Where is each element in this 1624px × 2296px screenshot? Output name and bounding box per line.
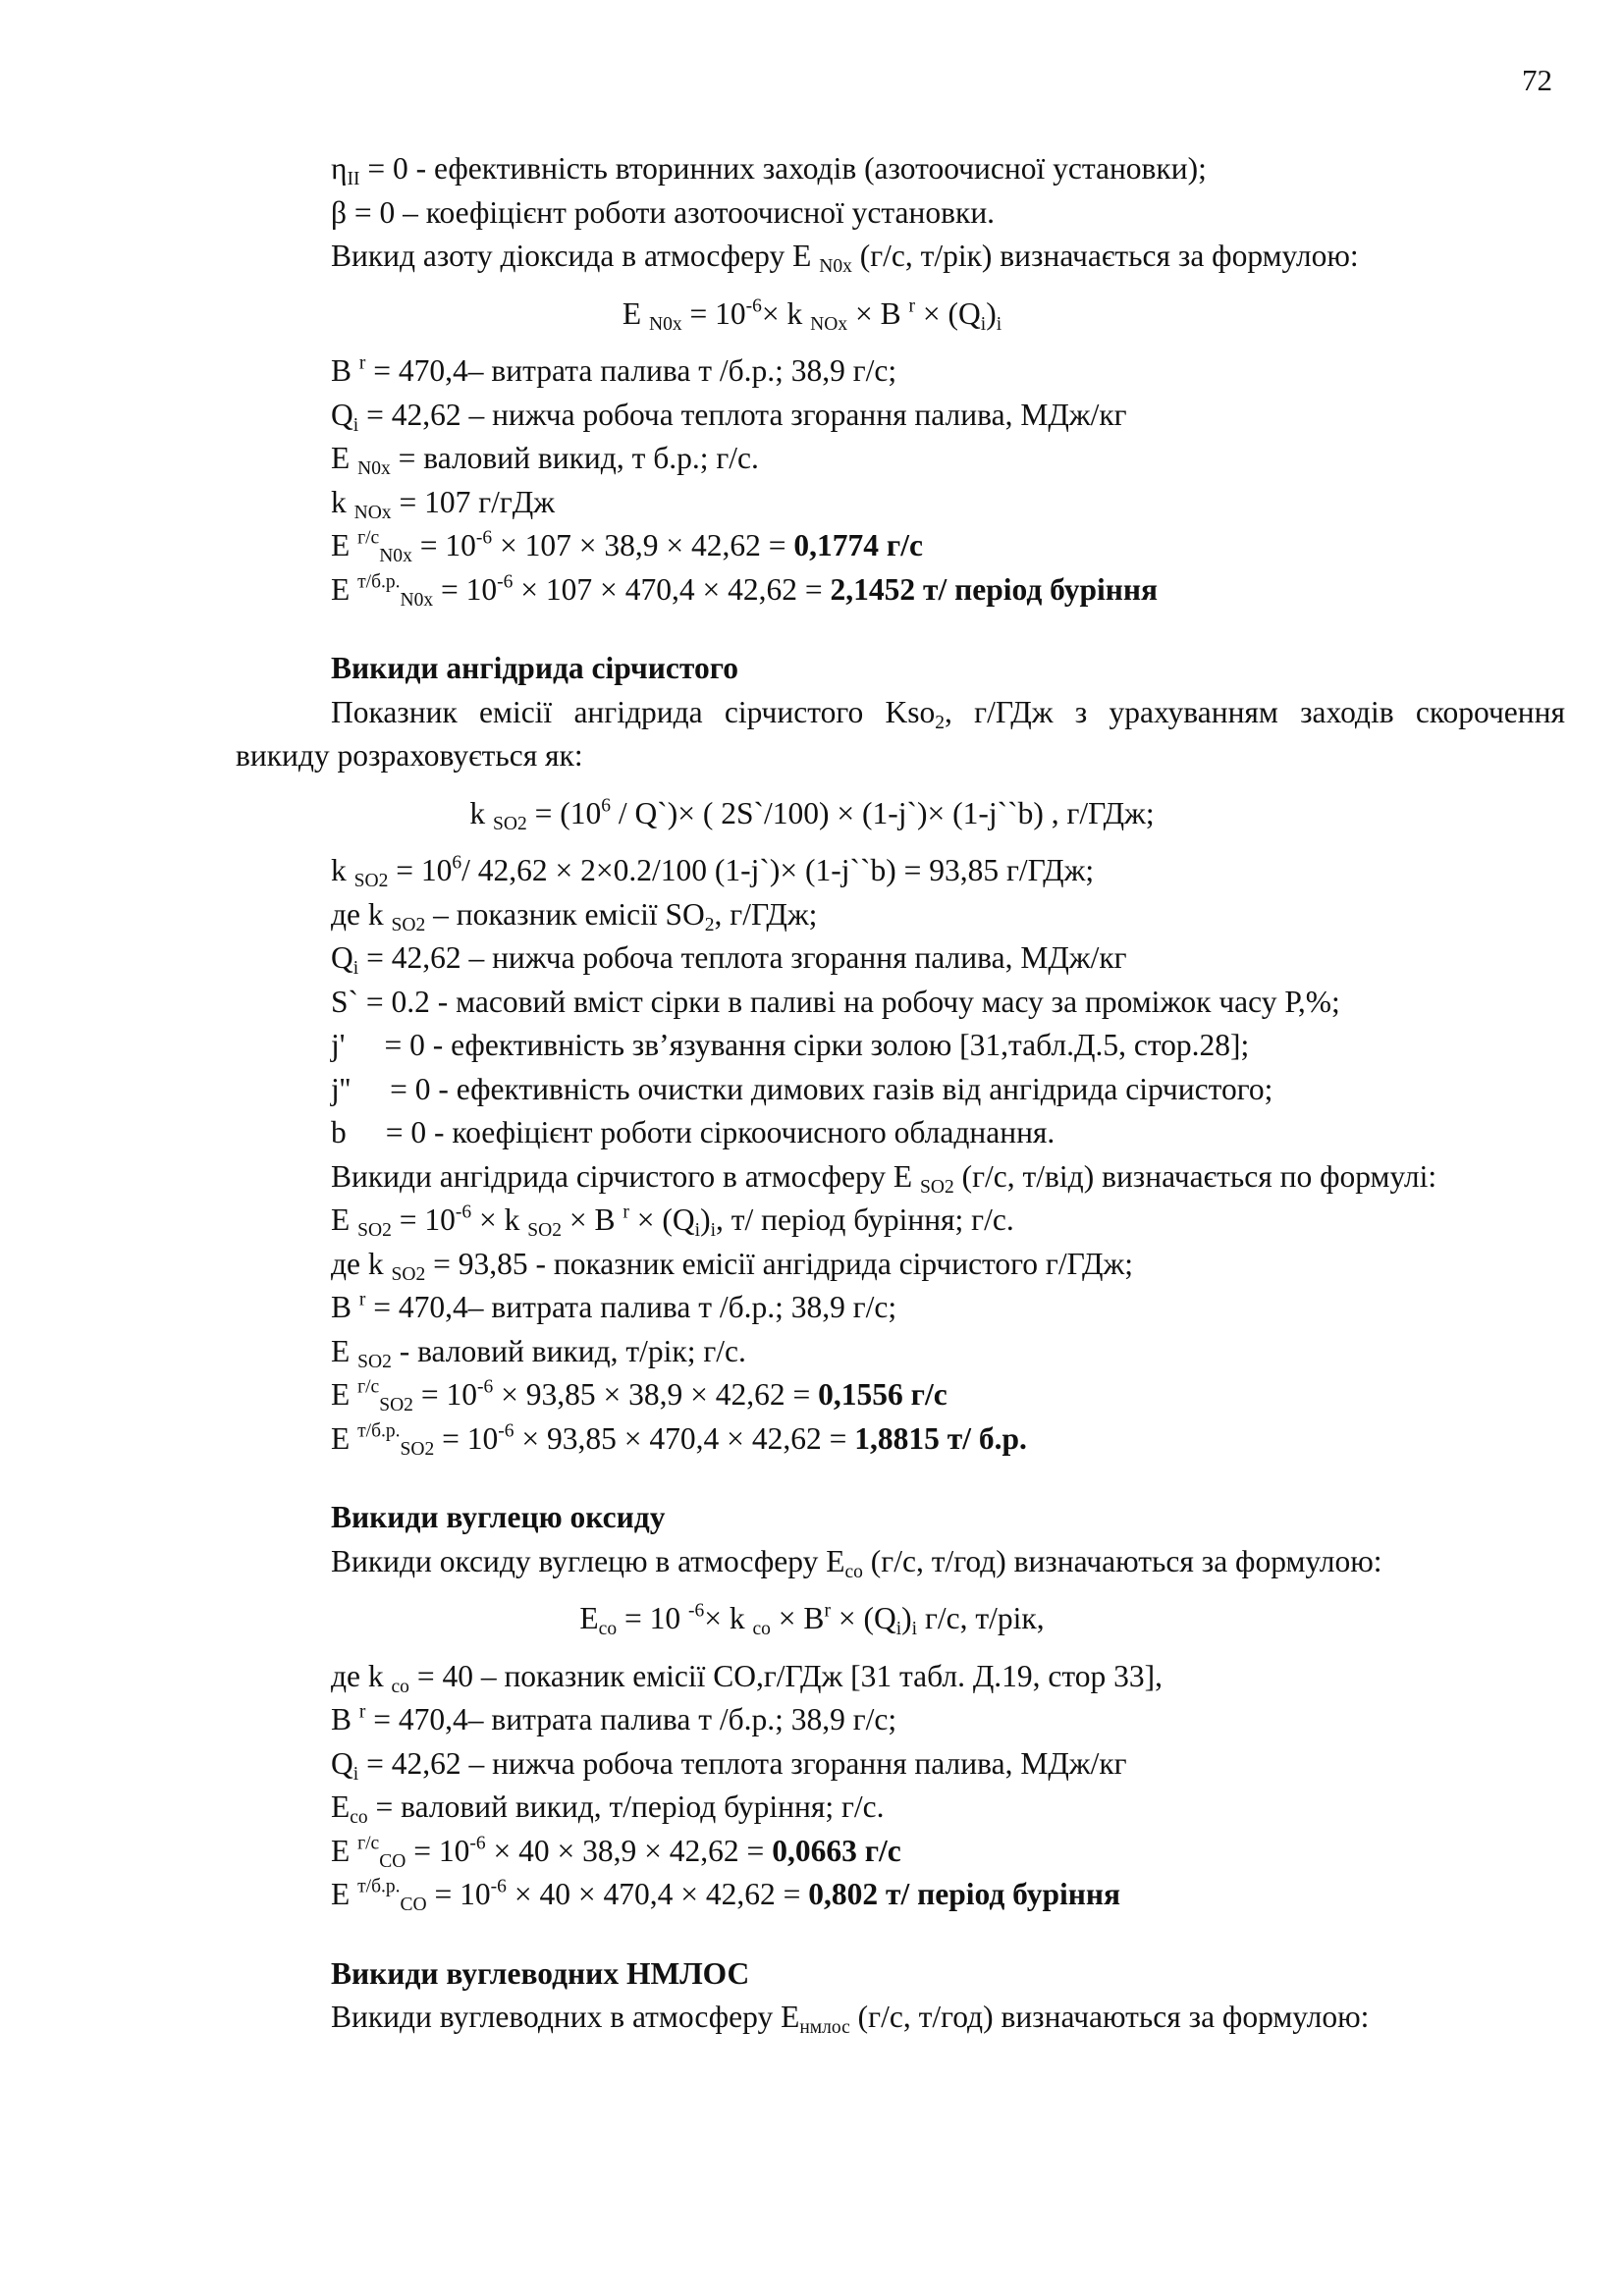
heat-value-line: $Q_i = 42,62$ – нижча робоча теплота згорання палива, МДж/кг [331,397,1127,436]
co-formula: $Е_{со} = 10$ $^{-6}$× k $_{со} \times В^r \times (Q_i)_i$ г/с, т/рік, [579,1600,1045,1639]
nox-gross-line: Е $_{N0x}$ = валовий викид, т б.р.; г/с. [331,441,759,479]
co-intro: Викиди оксиду вуглецю в атмосферу $Е_{со}$ (г/с, т/год) визначаються за формулою: [331,1543,1382,1582]
eta-line: $\eta_{II} = 0$ - ефективність вторинних заходів (азотоочисної установки); [331,151,1207,189]
so2-formula: k $_{SO2} = (10^6$ / Q`)× ( 2S`/100) × (1-j`)× (1-j``b) , г/ГДж; [469,794,1155,834]
so2-calc-line: k $_{SO2} = 10^6/$ 42,62 × 2×0.2/100 (1-j`)× (1-j``b) = 93,85 г/ГДж; [331,852,1095,891]
nox-formula: Е $_{N0x} = 10^{-6}\times k$ $_{NOx}$ × В $^r \times (Q_i)_i$ [622,294,1002,335]
fuel-consumption-line-2: В $^r$ = 470,4– витрата палива т /б.р.; 38,9 г/с; [331,1289,897,1324]
nmvoc-intro: Викиди вуглеводних в атмосферу $Е_{нмлос}$ (г/с, т/год) визначаються за формулою: [331,2000,1370,2038]
so2-intro: Викиди ангідрида сірчистого в атмосферу Е $_{SO2}$ (г/с, т/від) визначається по формулі: [331,1158,1437,1198]
so2-gross-line: Е $_{SO2}$ - валовий викид, т/рік; г/с. [331,1333,746,1372]
calc-so2-gs: Е $^{г/с}_{SO2} = 10^{-6} \times 93,85 \times 38,9 \times 42,62 = 0,1556$ г/с [331,1376,947,1415]
nox-intro: Викид азоту діоксида в атмосферу Е $_{N0x}$ (г/с, т/рік) визначається за формулою: [331,239,1359,277]
j-prime-line: j' = 0 - ефективність зв’язування сірки золою [31,табл.Д.5, стор.28]; [331,1028,1250,1062]
page-number: 72 [1522,63,1552,97]
heading-co: Викиди вуглецю оксиду [331,1500,666,1534]
so2-paragraph-line2: викиду розраховується як: [236,738,583,773]
b-coefficient-line: b = 0 - коефіцієнт роботи сіркоочисного обладнання. [331,1115,1056,1149]
document-body [0,147,1624,2040]
heat-value-line-3: $Q_i = 42,62$ – нижча робоча теплота згорання палива, МДж/кг [331,1745,1127,1785]
calc-so2-tbr: Е $^{т/б.р.}_{SO2} = 10^{-6} \times 93,85 \times 470,4 \times 42,62 = 1,8815$ т/ б.р. [331,1419,1027,1460]
so2-def-line-2: де k $_{SO2}$ = 93,85 - показник емісії ангідрида сірчистого г/ГДж; [331,1246,1134,1285]
k-nox-line: k $_{NOx}$ = 107 г/гДж [331,484,556,523]
calc-co-gs: Е $^{г/с}_{CO} = 10^{-6} \times 40 \times 38,9 \times 42,62 = 0,0663$ г/с [331,1832,901,1872]
fuel-consumption-line-3: В $^r$ = 470,4– витрата палива т /б.р.; 38,9 г/с; [331,1701,897,1736]
heading-so2: Викиди ангідрида сірчистого [331,651,738,685]
so2-def-line: де k $_{SO2}$ – показник емісії $SO_2$, г/ГДж; [331,896,818,935]
heat-value-line-2: $Q_i = 42,62$ – нижча робоча теплота згорання палива, МДж/кг [331,940,1127,979]
co-gross-line: $Е_{со}$ = валовий викид, т/період буріння; г/с. [331,1789,885,1828]
heading-nmvoc: Викиди вуглеводних НМЛОС [331,1955,750,1991]
sulfur-content-line: S` = 0.2 - масовий вміст сірки в паливі на робочу масу за проміжок часу Р,%; [331,984,1340,1019]
calc-nox-tbr: Е $^{т/б.р.}_{N0x} = 10^{-6} \times 107 \times 470,4 \times 42,62 = 2,1452$ т/ період буріння [331,570,1159,611]
beta-line: β = 0 – коефіцієнт роботи азотоочисної установки. [331,194,996,230]
j-double-prime-line: j'' = 0 - ефективність очистки димових газів від ангідрида сірчистого; [331,1071,1273,1106]
so2-paragraph-line1: Показник емісії ангідрида сірчистого Kso$_2$, г/ГДж з урахуванням заходів скорочення [331,694,1565,733]
calc-nox-gs: Е $^{г/с}_{N0x} = 10^{-6} \times 107 \times 38,9 \times 42,62 = 0,1774$ г/с [331,527,923,566]
calc-co-tbr: Е $^{т/б.р.}_{CO} = 10^{-6} \times 40 \times 470,4 \times 42,62 = 0,802$ т/ період буріння [331,1876,1121,1915]
so2-formula-2: Е $_{SO2} = 10^{-6} \times k$ $_{SO2}$ × В $^r \times (Q_i)_i$, т/ період буріння; г/с. [331,1201,1014,1241]
co-def-line: де k $_{со}$ = 40 – показник емісії СО,г/ГДж [31 табл. Д.19, стор 33], [331,1658,1163,1697]
fuel-consumption-line: В $^r$ = 470,4– витрата палива т /б.р.; 38,9 г/с; [331,352,897,388]
